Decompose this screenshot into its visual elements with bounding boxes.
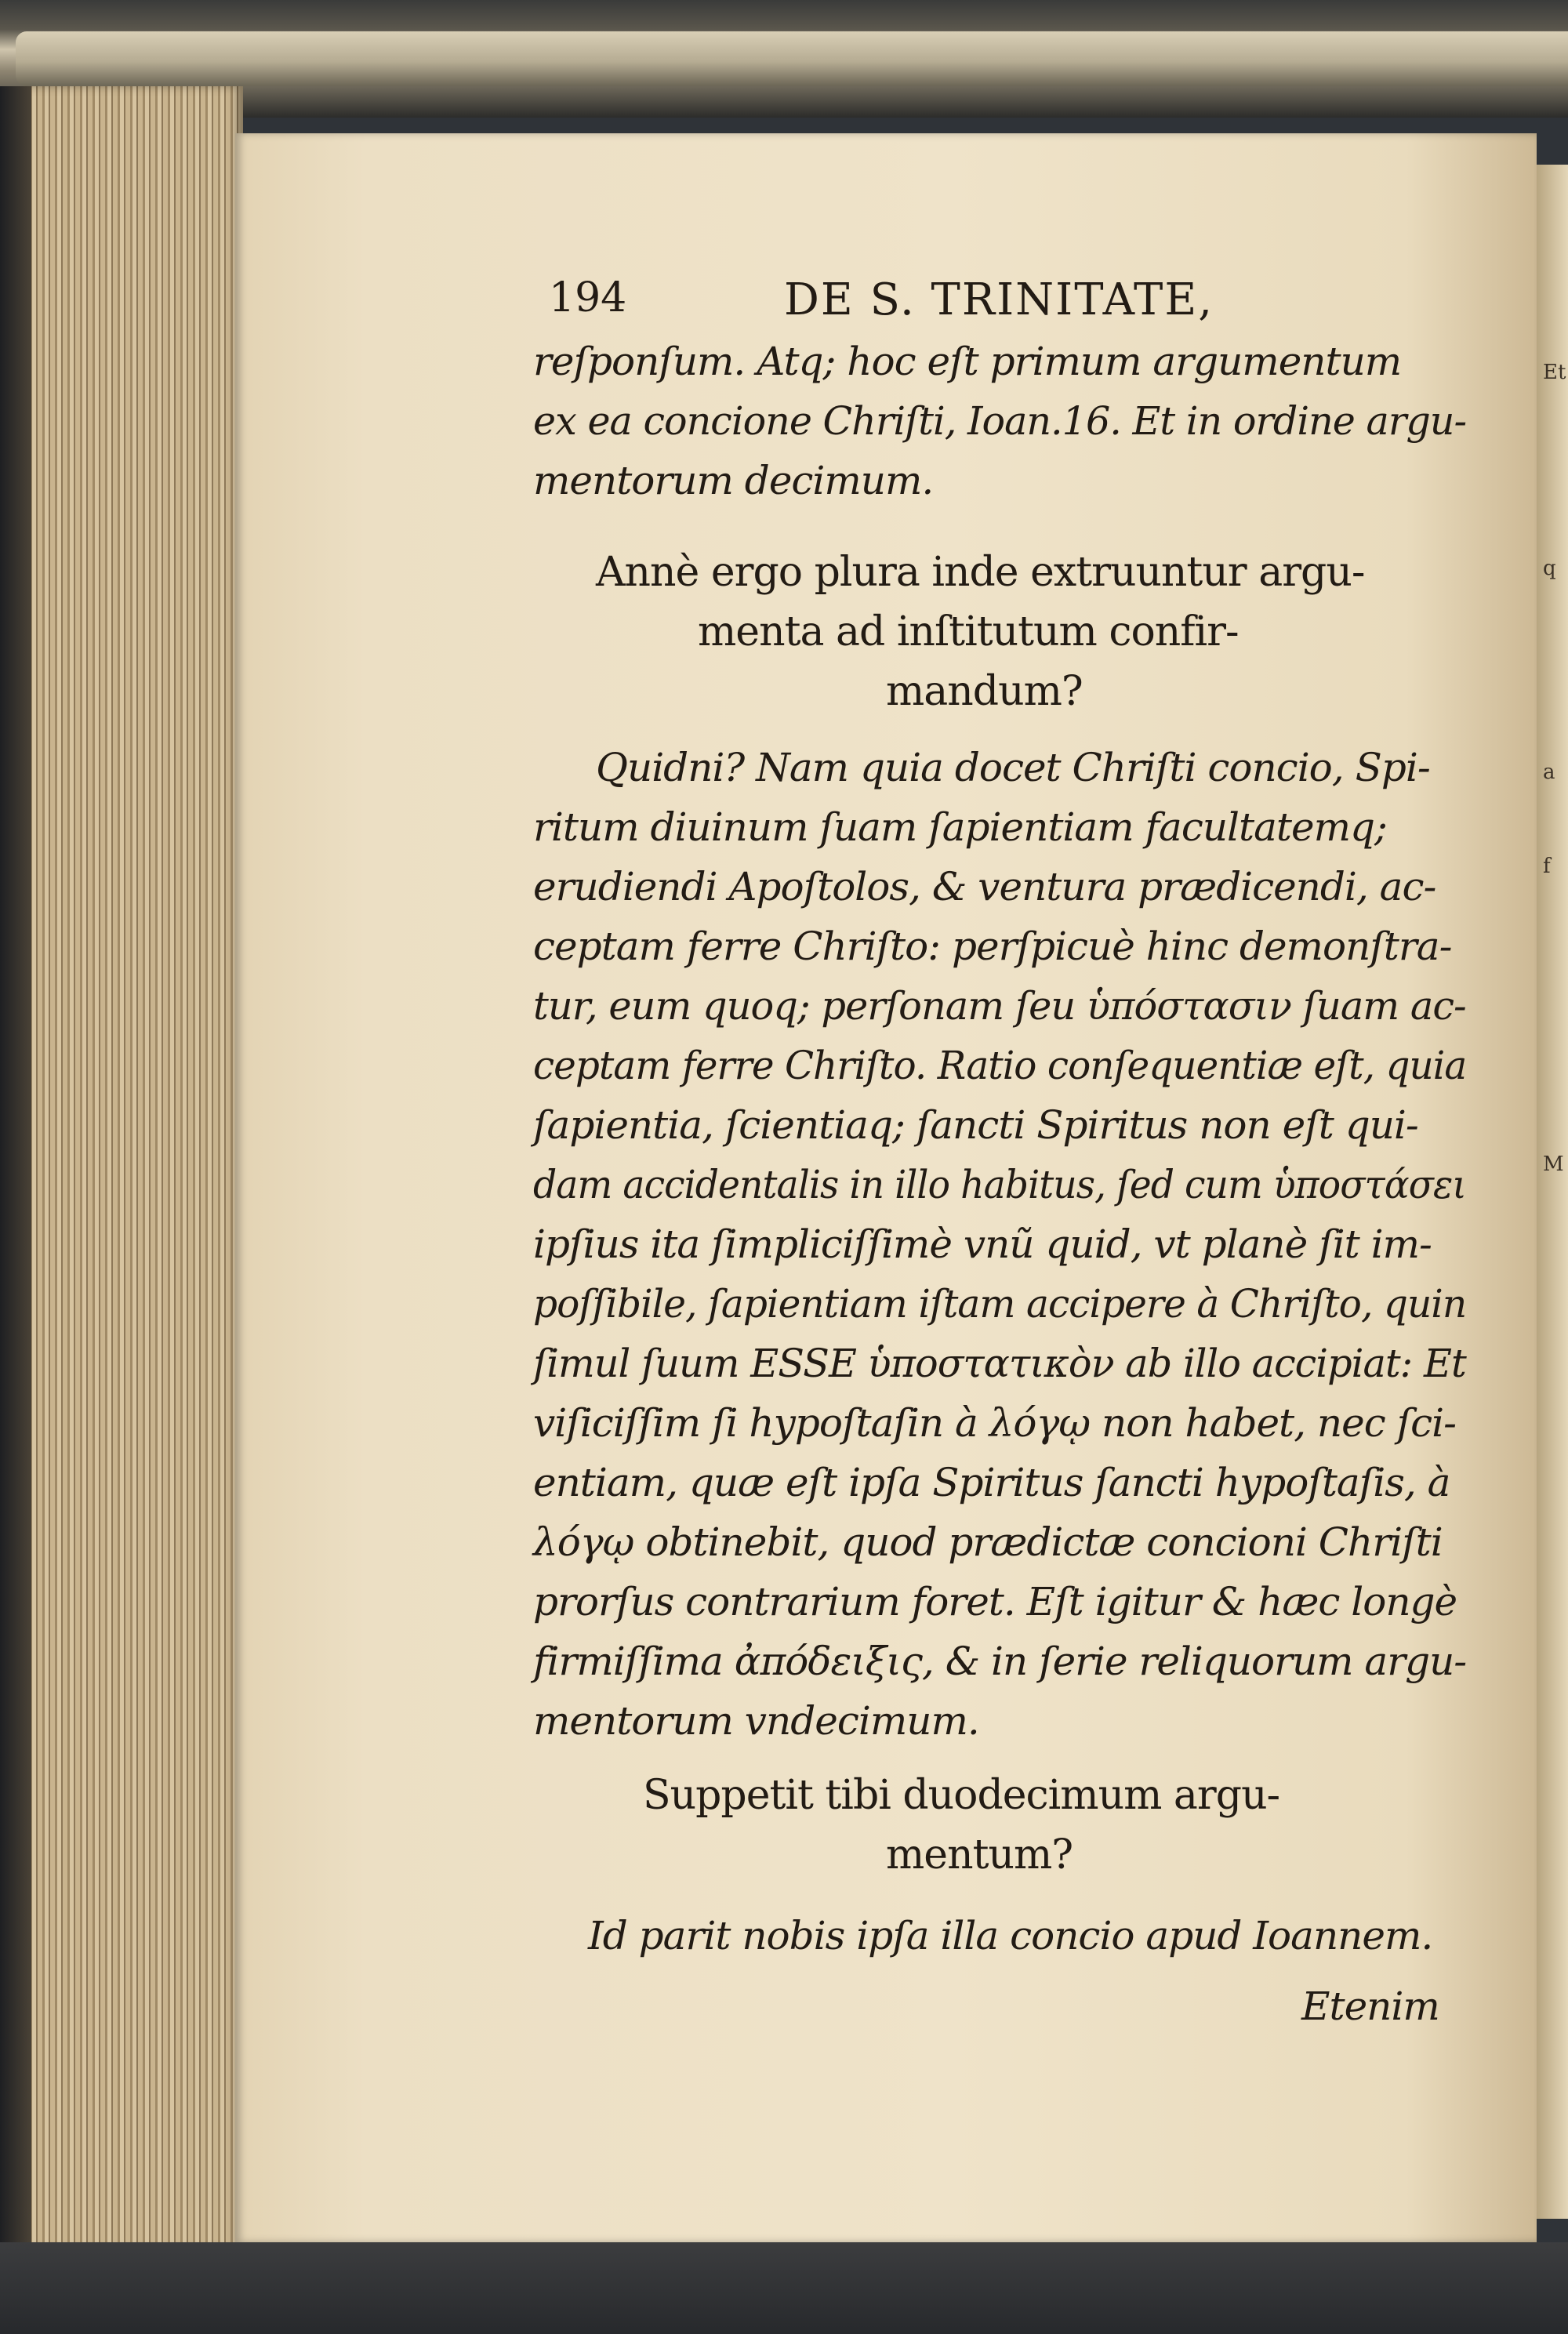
text-line: ritum diuinum ſuam ſapientiam facultatemq; (533, 804, 1387, 850)
text-line: ceptam ferre Chriſto: perſpicuè hinc demonſtra- (533, 924, 1452, 969)
book-spine-strip (16, 31, 1568, 86)
text-line: poſſibile, ſapientiam iſtam accipere à Chriſto, quin (533, 1281, 1467, 1327)
page-number: 194 (549, 274, 627, 321)
question-line: Annè ergo plura inde extruuntur argu- (596, 549, 1365, 596)
text-line: Id parit nobis ipſa illa concio apud Ioannem. (588, 1913, 1433, 1958)
text-line: mentorum decimum. (533, 458, 934, 503)
text-line: ipſius ita ſimpliciſſimè vnũ quid, vt planè ſit im- (533, 1221, 1432, 1267)
text-line: viſiciſſim ſi hypoſtaſin à λόγῳ non habet, nec ſci- (533, 1400, 1457, 1446)
text-line: Quidni? Nam quia docet Chriſti concio, Spi- (596, 745, 1430, 790)
book-cover-edge (0, 86, 31, 2250)
catchword: Etenim (1301, 1984, 1439, 2029)
text-line: λόγῳ obtinebit, quod prædictæ concioni Chriſti (533, 1519, 1443, 1565)
text-line: dam accidentalis in illo habitus, ſed cum ὑποστάσει (533, 1162, 1466, 1207)
text-line: ſapientia, ſcientiaq; ſancti Spiritus non eſt qui- (533, 1102, 1418, 1148)
question-line: mandum? (886, 668, 1083, 715)
text-line: entiam, quæ eſt ipſa Spiritus ſancti hypoſtaſis, à (533, 1460, 1450, 1505)
text-line: erudiendi Apoſtolos, & ventura prædicendi, ac- (533, 864, 1436, 909)
margin-fragment: a (1543, 760, 1555, 784)
text-line: prorſus contrarium foret. Eſt igitur & hæc longè (533, 1579, 1457, 1624)
text-line: mentorum vndecimum. (533, 1698, 979, 1744)
next-page-sliver (1537, 165, 1568, 2219)
text-line: ſimul ſuum ESSE ὑποστατικὸν ab illo accipiat: Et (533, 1341, 1466, 1386)
running-title: DE S. TRINITATE, (784, 274, 1214, 325)
bottom-background (0, 2242, 1568, 2334)
question-line: mentum? (886, 1831, 1073, 1878)
text-line: tur, eum quoq; perſonam ſeu ὑπόστασιν ſuam ac- (533, 983, 1466, 1029)
margin-fragment: M (1543, 1152, 1564, 1176)
text-line: ex ea concione Chriſti, Ioan.16. Et in ordine argu- (533, 398, 1467, 444)
question-line: menta ad inſtitutum confir- (698, 608, 1239, 655)
text-line: ceptam ferre Chriſto. Ratio conſequentiæ eſt, quia (533, 1043, 1467, 1088)
text-line: firmiſſima ἀπόδειξις, & in ſerie reliquorum argu- (533, 1639, 1467, 1684)
margin-fragment: q (1543, 557, 1556, 580)
text-line: reſponſum. Atq; hoc eſt primum argumentum (533, 339, 1402, 384)
margin-fragment: f (1543, 855, 1551, 878)
question-line: Suppetit tibi duodecimum argu- (643, 1772, 1280, 1819)
margin-fragment: Et (1543, 361, 1566, 384)
page-block-edges (0, 86, 243, 2250)
